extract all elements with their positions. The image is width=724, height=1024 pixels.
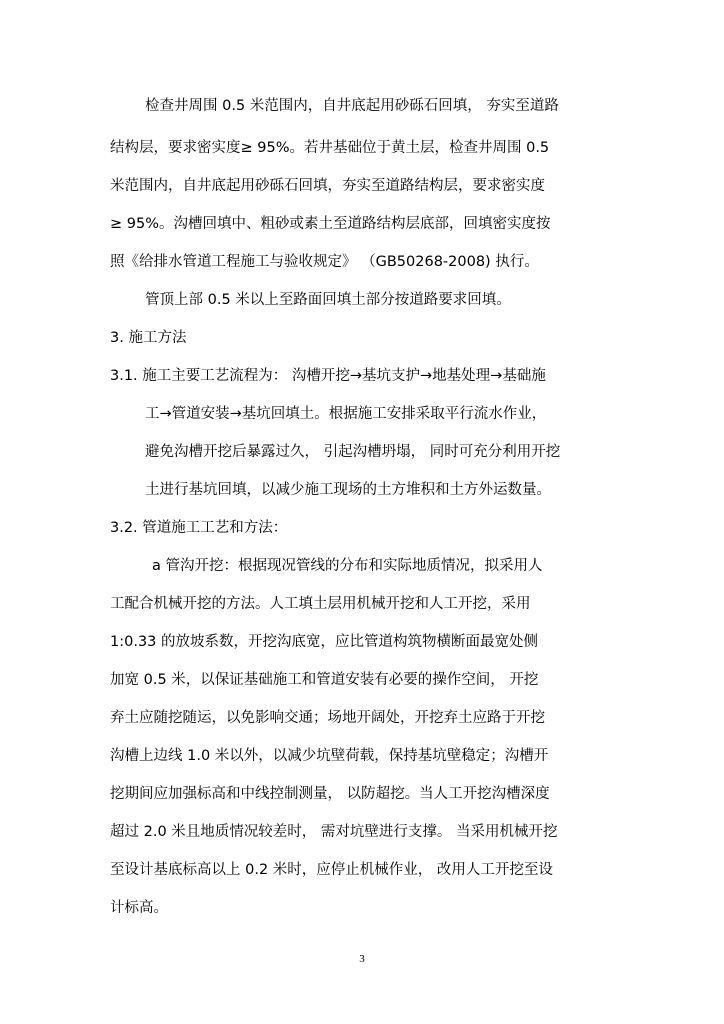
text-line-2: 结构层，要求密实度≥ 95%。若井基础位于黄土层，检查井周围 0.5 <box>110 140 550 156</box>
text-line-11: 土进行基坑回填，以减少施工现场的土方堆积和土方外运数量。 <box>145 482 551 498</box>
text-line-19: 挖期间应加强标高和中线控制测量， 以防超挖。当人工开挖沟槽深度 <box>110 786 550 802</box>
text-line-20: 超过 2.0 米且地质情况较差时， 需对坑壁进行支撑。 当采用机械开挖 <box>110 824 558 840</box>
text-line-10: 避免沟槽开挖后暴露过久， 引起沟槽坍塌， 同时可充分利用开挖 <box>145 444 561 460</box>
text-line-22: 计标高。 <box>110 900 168 916</box>
section-heading-3-2: 3.2. 管道施工工艺和方法： <box>110 520 288 536</box>
text-line-1: 检查井周围 0.5 米范围内，自井底起用砂砾石回填， 夯实至道路 <box>145 98 559 114</box>
text-line-18: 沟槽上边线 1.0 米以外，以减少坑壁荷载，保持基坑壁稳定；沟槽开 <box>110 748 549 764</box>
text-line-4: ≥ 95%。沟槽回填中、粗砂或素土至道路结构层底部，回填密实度按 <box>110 216 551 232</box>
text-line-15: 1:0.33 的放坡系数，开挖沟底宽，应比管道构筑物横断面最宽处侧 <box>110 634 539 650</box>
text-line-21: 至设计基底标高以上 0.2 米时，应停止机械作业， 改用人工开挖至设 <box>110 862 553 878</box>
text-line-9: 工→管道安装→基坑回填土。根据施工安排采取平行流水作业， <box>145 406 547 422</box>
text-line-5: 照《给排水管道工程施工与验收规定》 （GB50268-2008) 执行。 <box>110 254 539 270</box>
text-line-6: 管顶上部 0.5 米以上至路面回填土部分按道路要求回填。 <box>145 292 511 308</box>
page-number: 3 <box>359 953 365 965</box>
text-line-14: 工配合机械开挖的方法。人工填土层用机械开挖和人工开挖，采用 <box>110 596 531 612</box>
text-line-8: 3.1. 施工主要工艺流程为： 沟槽开挖→基坑支护→地基处理→基础施 <box>110 368 546 384</box>
text-line-17: 弃土应随挖随运，以免影响交通；场地开阔处，开挖弃土应路于开挖 <box>110 710 545 726</box>
section-heading-3: 3. 施工方法 <box>110 330 187 346</box>
text-line-3: 米范围内，自井底起用砂砾石回填，夯实至道路结构层，要求密实度 <box>110 178 545 194</box>
text-line-16: 加宽 0.5 米，以保证基础施工和管道安装有必要的操作空间， 开挖 <box>110 672 539 688</box>
text-line-13: a 管沟开挖：根据现况管线的分布和实际地质情况，拟采用人 <box>152 558 543 574</box>
